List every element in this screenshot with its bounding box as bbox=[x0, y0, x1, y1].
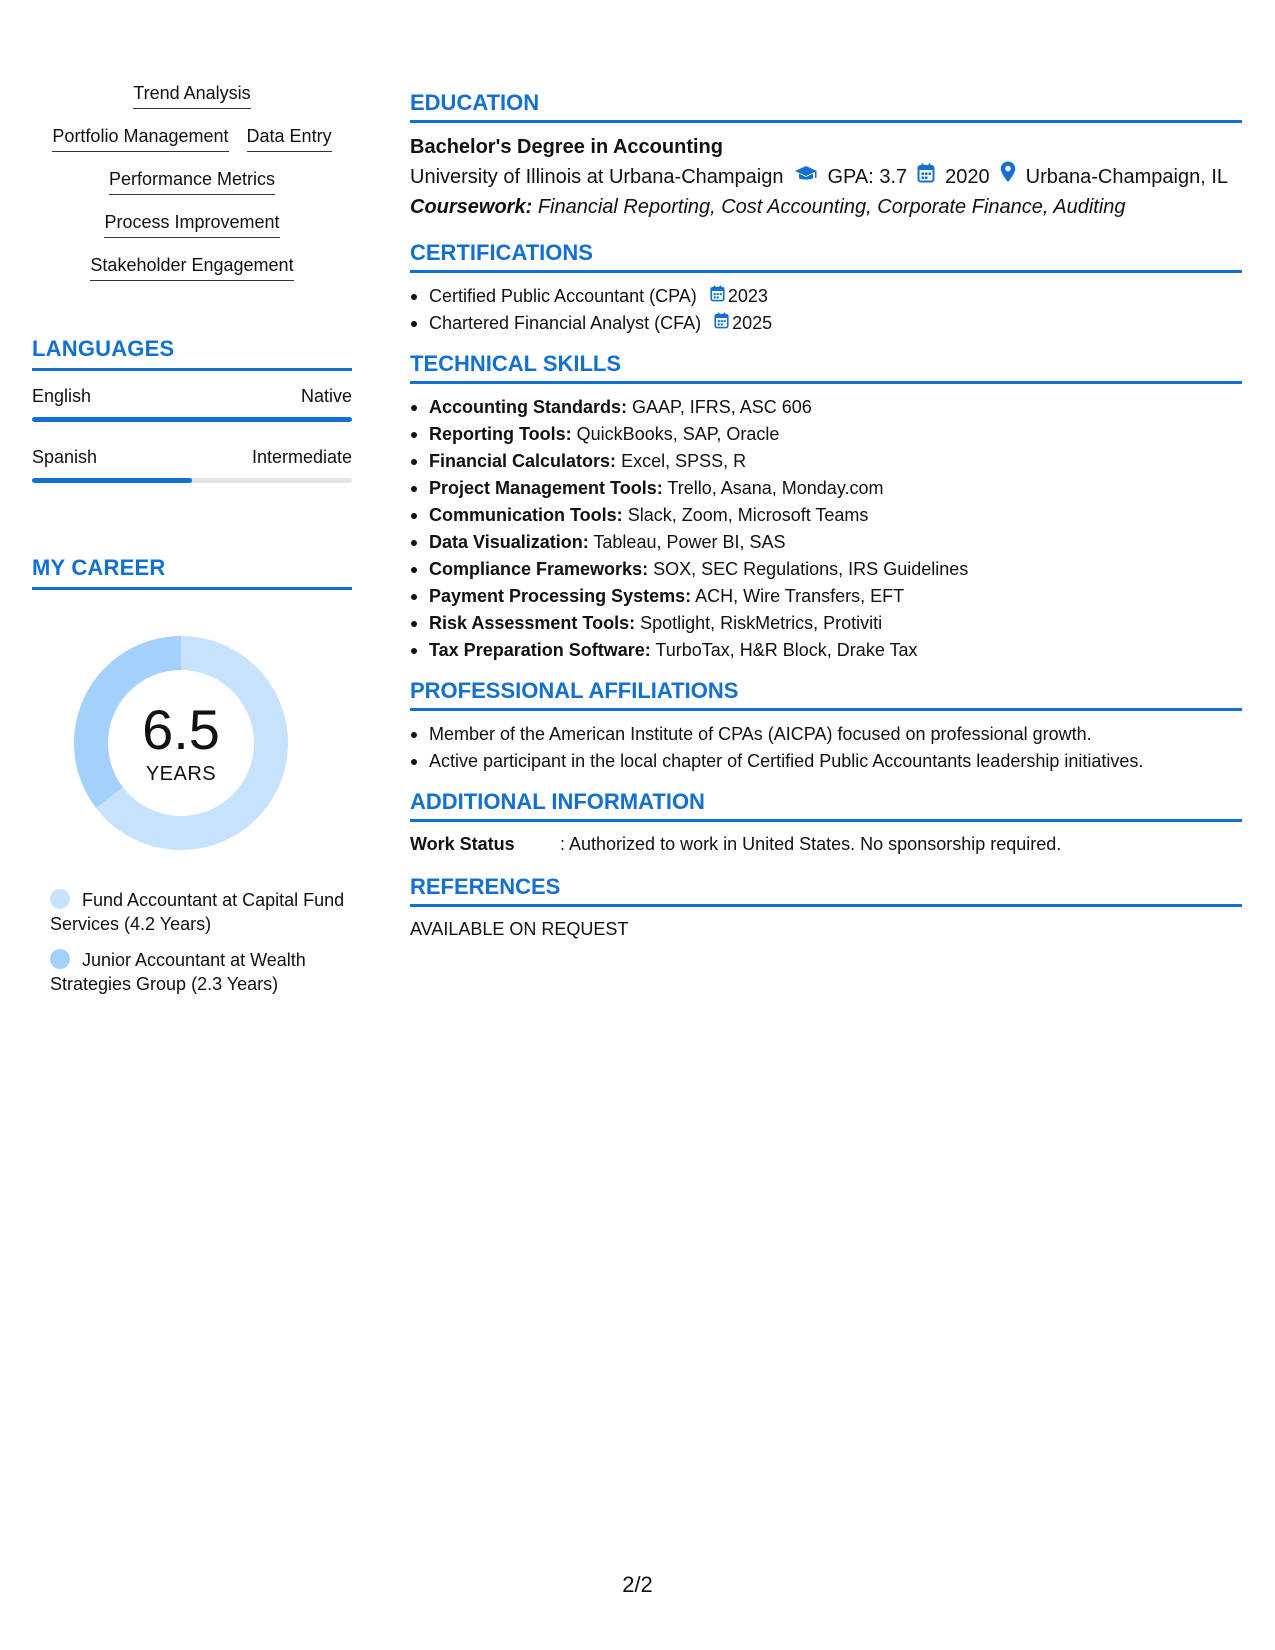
affiliations-section bbox=[410, 678, 1242, 775]
gpa: GPA: 3.7 bbox=[827, 165, 908, 188]
certification-year: 2023 bbox=[727, 286, 768, 306]
legend-label: Junior Accountant at Wealth Strategies Group (2.3 Years) bbox=[50, 950, 306, 994]
skill-value: Spotlight, RiskMetrics, Protiviti bbox=[640, 613, 883, 633]
affiliations-heading: PROFESSIONAL AFFILIATIONS bbox=[410, 678, 1242, 711]
language-name: English bbox=[32, 386, 92, 406]
skill-label: Project Management Tools: bbox=[429, 478, 663, 498]
language-bar-fill bbox=[32, 417, 352, 422]
calendar-icon bbox=[917, 162, 935, 192]
skill-item bbox=[410, 394, 1242, 421]
technical-skills-section bbox=[410, 351, 1242, 664]
skill-tag: Process Improvement bbox=[104, 211, 279, 238]
career-legend bbox=[50, 888, 350, 996]
graduation-cap-icon bbox=[794, 162, 818, 192]
skill-value: TurboTax, H&R Block, Drake Tax bbox=[655, 640, 918, 660]
legend-dot bbox=[50, 949, 70, 969]
skill-value: Slack, Zoom, Microsoft Teams bbox=[627, 505, 869, 525]
skill-tag: Performance Metrics bbox=[109, 168, 275, 195]
certification-year: 2025 bbox=[732, 313, 773, 333]
references-section bbox=[410, 874, 1242, 941]
language-bar-fill bbox=[32, 478, 192, 483]
skill-value: Trello, Asana, Monday.com bbox=[667, 478, 884, 498]
additional-info-section bbox=[410, 789, 1242, 856]
skill-item bbox=[410, 637, 1242, 664]
graduation-year: 2020 bbox=[945, 165, 990, 188]
skill-tag: Trend Analysis bbox=[133, 82, 250, 109]
career-donut-chart bbox=[66, 628, 296, 858]
affiliation-item: Member of the American Institute of CPAs (AICPA) focused on professional growth. bbox=[410, 721, 1242, 748]
affiliation-item: Active participant in the local chapter of Certified Public Accountants leadership initiatives. bbox=[410, 748, 1242, 775]
skill-label: Financial Calculators: bbox=[429, 451, 617, 471]
skill-item bbox=[410, 583, 1242, 610]
calendar-icon bbox=[714, 310, 732, 337]
skills-cloud bbox=[32, 82, 352, 281]
page-number: 2/2 bbox=[622, 1572, 653, 1597]
education-details bbox=[410, 161, 1242, 192]
skill-value: Excel, SPSS, R bbox=[621, 451, 747, 471]
calendar-icon bbox=[710, 283, 728, 310]
skill-label: Communication Tools: bbox=[429, 505, 623, 525]
language-name: Spanish bbox=[32, 447, 98, 467]
skill-item bbox=[410, 475, 1242, 502]
skill-label: Data Visualization: bbox=[429, 532, 589, 552]
skill-label: Accounting Standards: bbox=[429, 397, 628, 417]
skill-label: Tax Preparation Software: bbox=[429, 640, 651, 660]
coursework bbox=[410, 192, 1242, 222]
skill-item bbox=[410, 529, 1242, 556]
certification-item bbox=[410, 310, 1242, 337]
certifications-section bbox=[410, 240, 1242, 337]
degree-title: Bachelor's Degree in Accounting bbox=[410, 136, 723, 158]
work-status-value: : Authorized to work in United States. No sponsorship required. bbox=[560, 834, 1062, 854]
education-heading: EDUCATION bbox=[410, 90, 1242, 123]
skill-label: Risk Assessment Tools: bbox=[429, 613, 636, 633]
language-level: Intermediate bbox=[251, 447, 352, 467]
additional-info-heading: ADDITIONAL INFORMATION bbox=[410, 789, 1242, 822]
map-pin-icon bbox=[1000, 161, 1016, 192]
coursework-label: Coursework: bbox=[410, 196, 533, 218]
skill-item bbox=[410, 556, 1242, 583]
skill-label: Payment Processing Systems: bbox=[429, 586, 692, 606]
skill-value: SOX, SEC Regulations, IRS Guidelines bbox=[653, 559, 969, 579]
language-bar bbox=[32, 478, 352, 483]
legend-dot bbox=[50, 889, 70, 909]
language-level: Native bbox=[300, 386, 352, 406]
education-section bbox=[410, 90, 1242, 222]
career-section bbox=[32, 555, 352, 996]
school-name: University of Illinois at Urbana-Champaign bbox=[410, 165, 784, 188]
right-column bbox=[410, 90, 1242, 955]
legend-label: Fund Accountant at Capital Fund Services (4.2 Years) bbox=[50, 890, 345, 934]
skill-item bbox=[410, 448, 1242, 475]
skill-item bbox=[410, 421, 1242, 448]
work-status-label: Work Status bbox=[410, 834, 515, 854]
technical-skills-heading: TECHNICAL SKILLS bbox=[410, 351, 1242, 384]
skill-label: Compliance Frameworks: bbox=[429, 559, 649, 579]
certification-name: Chartered Financial Analyst (CFA) bbox=[429, 313, 702, 333]
skill-tag: Stakeholder Engagement bbox=[90, 254, 293, 281]
language-bar bbox=[32, 417, 352, 422]
languages-section bbox=[32, 336, 352, 483]
left-column bbox=[32, 82, 352, 1008]
skill-item bbox=[410, 502, 1242, 529]
language-item bbox=[32, 385, 352, 422]
references-text: AVAILABLE ON REQUEST bbox=[410, 919, 629, 939]
languages-heading: LANGUAGES bbox=[32, 336, 352, 371]
career-total: 6.5 bbox=[142, 697, 220, 761]
references-heading: REFERENCES bbox=[410, 874, 1242, 907]
skill-tag: Portfolio Management bbox=[52, 125, 228, 152]
skill-value: GAAP, IFRS, ASC 606 bbox=[632, 397, 812, 417]
career-heading: MY CAREER bbox=[32, 555, 352, 590]
legend-item bbox=[50, 888, 350, 936]
skill-value: QuickBooks, SAP, Oracle bbox=[576, 424, 780, 444]
certifications-heading: CERTIFICATIONS bbox=[410, 240, 1242, 273]
skill-value: ACH, Wire Transfers, EFT bbox=[695, 586, 905, 606]
skill-tag: Data Entry bbox=[247, 125, 332, 152]
coursework-list: Financial Reporting, Cost Accounting, Corporate Finance, Auditing bbox=[537, 196, 1126, 218]
legend-item bbox=[50, 948, 350, 996]
skill-value: Tableau, Power BI, SAS bbox=[593, 532, 786, 552]
career-unit: YEARS bbox=[145, 762, 217, 785]
certification-name: Certified Public Accountant (CPA) bbox=[429, 286, 697, 306]
certification-item bbox=[410, 283, 1242, 310]
skill-label: Reporting Tools: bbox=[429, 424, 572, 444]
skill-item bbox=[410, 610, 1242, 637]
school-location: Urbana-Champaign, IL bbox=[1025, 165, 1229, 188]
language-item bbox=[32, 446, 352, 483]
